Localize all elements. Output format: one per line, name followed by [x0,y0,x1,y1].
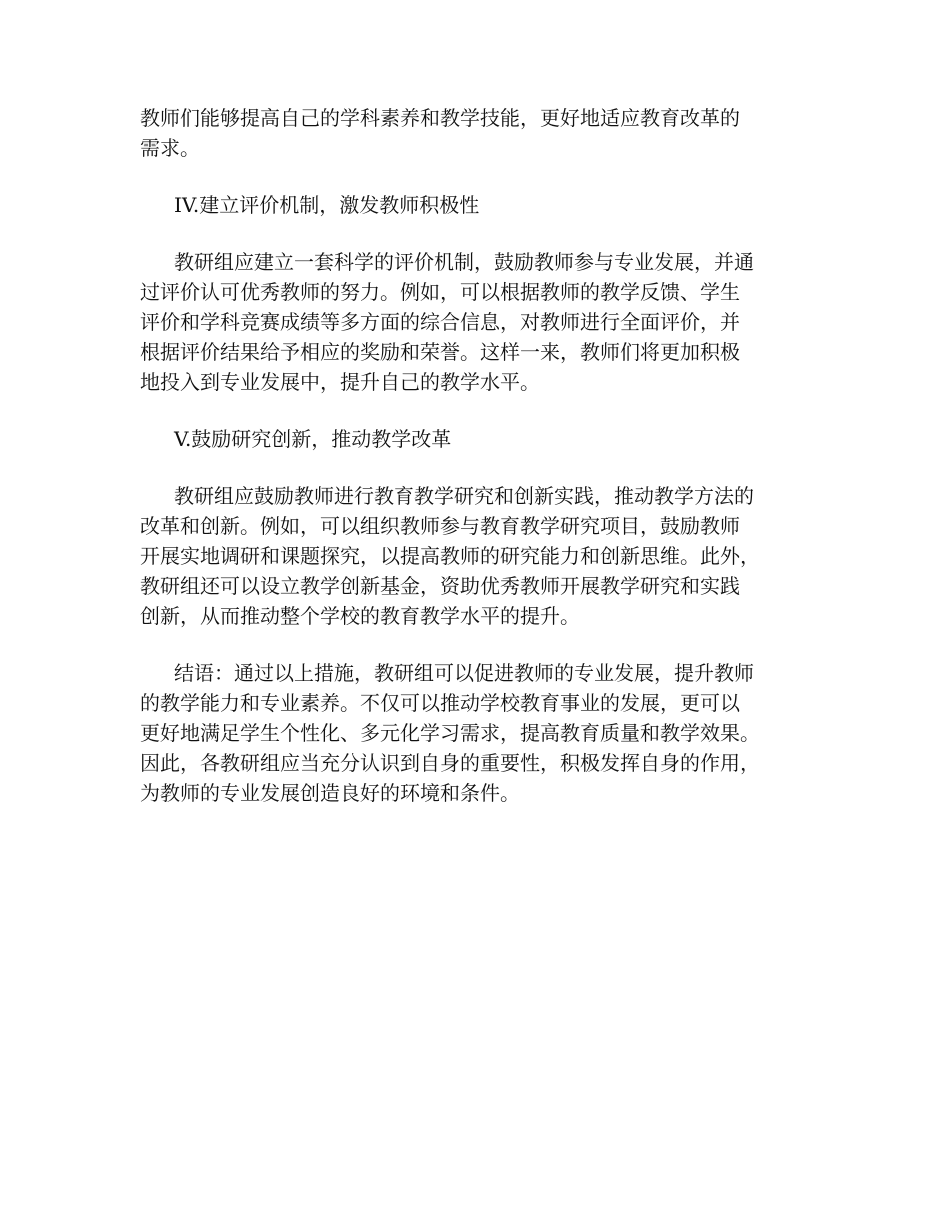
text-line: 开展实地调研和课题探究，以提高教师的研究能力和创新思维。此外， [140,544,760,568]
paragraph-conclusion [140,658,840,808]
text-line: 需求。 [140,136,200,160]
text-line: 为教师的专业发展创造良好的环境和条件。 [140,781,520,805]
text-line: 教师们能够提高自己的学科素养和教学技能，更好地适应教育改革的 [140,106,740,130]
text-line: 评价和学科竞赛成绩等多方面的综合信息，对教师进行全面评价，并 [140,310,740,334]
section-heading-text: V.鼓励研究创新，推动教学改革 [174,427,452,451]
section-heading-text: IV.建立评价机制，激发教师积极性 [174,193,480,217]
paragraph-continuation [140,103,840,163]
paragraph-research [140,481,840,631]
text-line: 地投入到专业发展中，提升自己的教学水平。 [140,370,540,394]
text-line: 更好地满足学生个性化、多元化学习需求，提高教育质量和教学效果。 [140,721,760,745]
text-line: 结语：通过以上措施，教研组可以促进教师的专业发展，提升教师 [174,661,754,685]
document-body [140,103,840,808]
text-line: 教研组应鼓励教师进行教育教学研究和创新实践，推动教学方法的 [174,484,754,508]
text-line: 教研组还可以设立教学创新基金，资助优秀教师开展教学研究和实践 [140,574,740,598]
text-line: 创新，从而推动整个学校的教育教学水平的提升。 [140,604,580,628]
text-line: 因此，各教研组应当充分认识到自身的重要性，积极发挥自身的作用， [140,751,760,775]
text-line: 教研组应建立一套科学的评价机制，鼓励教师参与专业发展，并通 [174,250,754,274]
text-line: 改革和创新。例如，可以组织教师参与教育教学研究项目，鼓励教师 [140,514,740,538]
section-heading-iv [140,190,840,220]
text-line: 根据评价结果给予相应的奖励和荣誉。这样一来，教师们将更加积极 [140,340,740,364]
text-line: 的教学能力和专业素养。不仅可以推动学校教育事业的发展，更可以 [140,691,740,715]
paragraph-evaluation [140,247,840,397]
section-heading-v [140,424,840,454]
text-line: 过评价认可优秀教师的努力。例如，可以根据教师的教学反馈、学生 [140,280,740,304]
